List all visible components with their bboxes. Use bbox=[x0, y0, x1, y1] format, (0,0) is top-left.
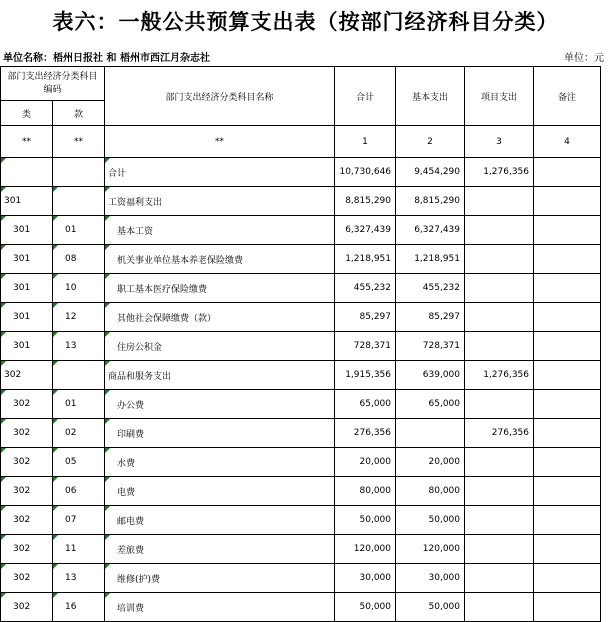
cell-name: 电费 bbox=[105, 477, 335, 506]
cell-total: 50,000 bbox=[335, 593, 396, 622]
cell-note bbox=[534, 274, 601, 303]
cell-project: 1,276,356 bbox=[465, 158, 534, 187]
cell-lei: 302 bbox=[1, 477, 53, 506]
cell-kuan: 13 bbox=[53, 564, 105, 593]
cell-project bbox=[465, 245, 534, 274]
header-num-total: 1 bbox=[335, 126, 396, 158]
cell-project bbox=[465, 332, 534, 361]
cell-lei: 301 bbox=[1, 274, 53, 303]
cell-note bbox=[534, 419, 601, 448]
cell-kuan: 12 bbox=[53, 303, 105, 332]
cell-kuan: 13 bbox=[53, 332, 105, 361]
cell-note bbox=[534, 361, 601, 390]
cell-name: 邮电费 bbox=[105, 506, 335, 535]
table-row bbox=[1, 274, 601, 303]
cell-lei: 302 bbox=[1, 506, 53, 535]
table-row bbox=[1, 419, 601, 448]
cell-total: 50,000 bbox=[335, 506, 396, 535]
cell-lei: 301 bbox=[1, 187, 53, 216]
unit-name: 单位名称：梧州日报社 和 梧州市西江月杂志社 bbox=[3, 53, 210, 64]
cell-total: 276,356 bbox=[335, 419, 396, 448]
cell-total: 1,218,951 bbox=[335, 245, 396, 274]
cell-note bbox=[534, 332, 601, 361]
header-num-project: 3 bbox=[465, 126, 534, 158]
table-row bbox=[1, 448, 601, 477]
cell-project: 276,356 bbox=[465, 419, 534, 448]
cell-kuan: 07 bbox=[53, 506, 105, 535]
cell-project bbox=[465, 390, 534, 419]
header-kuan: 款 bbox=[53, 101, 105, 126]
cell-note bbox=[534, 390, 601, 419]
cell-name: 工资福利支出 bbox=[105, 187, 335, 216]
cell-lei: 302 bbox=[1, 361, 53, 390]
cell-total: 120,000 bbox=[335, 535, 396, 564]
cell-name: 差旅费 bbox=[105, 535, 335, 564]
header-name: 部门支出经济分类科目名称 bbox=[105, 67, 335, 126]
cell-note bbox=[534, 593, 601, 622]
cell-note bbox=[534, 477, 601, 506]
header-project: 项目支出 bbox=[465, 67, 534, 126]
cell-total: 10,730,646 bbox=[335, 158, 396, 187]
cell-lei: 301 bbox=[1, 303, 53, 332]
table-row bbox=[1, 332, 601, 361]
cell-name: 培训费 bbox=[105, 593, 335, 622]
cell-project bbox=[465, 187, 534, 216]
cell-name: 维修(护)费 bbox=[105, 564, 335, 593]
table-row bbox=[1, 303, 601, 332]
cell-project bbox=[465, 448, 534, 477]
cell-total: 20,000 bbox=[335, 448, 396, 477]
cell-kuan: 02 bbox=[53, 419, 105, 448]
cell-basic: 30,000 bbox=[396, 564, 465, 593]
cell-name: 职工基本医疗保险缴费 bbox=[105, 274, 335, 303]
cell-total: 30,000 bbox=[335, 564, 396, 593]
header-stars-name: ** bbox=[105, 126, 335, 158]
cell-name: 住房公积金 bbox=[105, 332, 335, 361]
cell-name: 印刷费 bbox=[105, 419, 335, 448]
cell-note bbox=[534, 158, 601, 187]
cell-total: 65,000 bbox=[335, 390, 396, 419]
table-row bbox=[1, 535, 601, 564]
cell-kuan: 08 bbox=[53, 245, 105, 274]
table-row bbox=[1, 187, 601, 216]
header-code-group: 部门支出经济分类科目编码 bbox=[1, 67, 105, 101]
cell-lei: 301 bbox=[1, 216, 53, 245]
cell-kuan bbox=[53, 361, 105, 390]
cell-total: 8,815,290 bbox=[335, 187, 396, 216]
cell-basic bbox=[396, 419, 465, 448]
cell-kuan bbox=[53, 158, 105, 187]
cell-total: 80,000 bbox=[335, 477, 396, 506]
cell-total: 6,327,439 bbox=[335, 216, 396, 245]
budget-table bbox=[0, 66, 601, 622]
cell-basic: 120,000 bbox=[396, 535, 465, 564]
cell-kuan: 01 bbox=[53, 216, 105, 245]
cell-note bbox=[534, 535, 601, 564]
cell-name: 商品和服务支出 bbox=[105, 361, 335, 390]
table-row bbox=[1, 216, 601, 245]
cell-lei: 302 bbox=[1, 448, 53, 477]
cell-note bbox=[534, 216, 601, 245]
cell-project bbox=[465, 274, 534, 303]
table-row bbox=[1, 245, 601, 274]
cell-basic: 85,297 bbox=[396, 303, 465, 332]
header-num-basic: 2 bbox=[396, 126, 465, 158]
table-row bbox=[1, 593, 601, 622]
cell-note bbox=[534, 564, 601, 593]
header-num-note: 4 bbox=[534, 126, 601, 158]
cell-kuan: 16 bbox=[53, 593, 105, 622]
cell-name: 基本工资 bbox=[105, 216, 335, 245]
table-row bbox=[1, 158, 601, 187]
cell-name: 水费 bbox=[105, 448, 335, 477]
cell-name: 机关事业单位基本养老保险缴费 bbox=[105, 245, 335, 274]
cell-lei: 302 bbox=[1, 419, 53, 448]
cell-kuan: 01 bbox=[53, 390, 105, 419]
cell-project bbox=[465, 303, 534, 332]
cell-lei: 301 bbox=[1, 332, 53, 361]
cell-project bbox=[465, 477, 534, 506]
header-stars-lei: ** bbox=[1, 126, 53, 158]
cell-project bbox=[465, 564, 534, 593]
cell-note bbox=[534, 448, 601, 477]
table-row bbox=[1, 361, 601, 390]
cell-basic: 1,218,951 bbox=[396, 245, 465, 274]
cell-total: 1,915,356 bbox=[335, 361, 396, 390]
cell-basic: 639,000 bbox=[396, 361, 465, 390]
cell-basic: 8,815,290 bbox=[396, 187, 465, 216]
unit-label: 单位：元 bbox=[564, 53, 604, 64]
cell-kuan: 06 bbox=[53, 477, 105, 506]
cell-kuan bbox=[53, 187, 105, 216]
cell-lei: 302 bbox=[1, 390, 53, 419]
cell-basic: 6,327,439 bbox=[396, 216, 465, 245]
cell-name: 办公费 bbox=[105, 390, 335, 419]
cell-lei: 302 bbox=[1, 535, 53, 564]
cell-note bbox=[534, 506, 601, 535]
cell-total: 85,297 bbox=[335, 303, 396, 332]
cell-name: 合计 bbox=[105, 158, 335, 187]
cell-basic: 65,000 bbox=[396, 390, 465, 419]
cell-lei: 301 bbox=[1, 245, 53, 274]
cell-lei bbox=[1, 158, 53, 187]
cell-project bbox=[465, 216, 534, 245]
cell-lei: 302 bbox=[1, 564, 53, 593]
cell-kuan: 10 bbox=[53, 274, 105, 303]
cell-project bbox=[465, 506, 534, 535]
table-row bbox=[1, 390, 601, 419]
table-row bbox=[1, 564, 601, 593]
cell-note bbox=[534, 245, 601, 274]
cell-name: 其他社会保障缴费（款） bbox=[105, 303, 335, 332]
cell-lei: 302 bbox=[1, 593, 53, 622]
cell-kuan: 11 bbox=[53, 535, 105, 564]
table-row bbox=[1, 477, 601, 506]
cell-basic: 50,000 bbox=[396, 506, 465, 535]
cell-basic: 50,000 bbox=[396, 593, 465, 622]
cell-basic: 80,000 bbox=[396, 477, 465, 506]
cell-total: 455,232 bbox=[335, 274, 396, 303]
cell-basic: 9,454,290 bbox=[396, 158, 465, 187]
page-title: 表六：一般公共预算支出表（按部门经济科目分类） bbox=[52, 9, 559, 34]
cell-basic: 20,000 bbox=[396, 448, 465, 477]
header-note: 备注 bbox=[534, 67, 601, 126]
cell-basic: 455,232 bbox=[396, 274, 465, 303]
cell-note bbox=[534, 303, 601, 332]
cell-project bbox=[465, 535, 534, 564]
cell-total: 728,371 bbox=[335, 332, 396, 361]
cell-note bbox=[534, 187, 601, 216]
cell-project: 1,276,356 bbox=[465, 361, 534, 390]
header-stars-kuan: ** bbox=[53, 126, 105, 158]
cell-basic: 728,371 bbox=[396, 332, 465, 361]
table-row bbox=[1, 506, 601, 535]
cell-project bbox=[465, 593, 534, 622]
header-basic: 基本支出 bbox=[396, 67, 465, 126]
header-total: 合计 bbox=[335, 67, 396, 126]
cell-kuan: 05 bbox=[53, 448, 105, 477]
unit-line bbox=[3, 49, 608, 63]
header-lei: 类 bbox=[1, 101, 53, 126]
